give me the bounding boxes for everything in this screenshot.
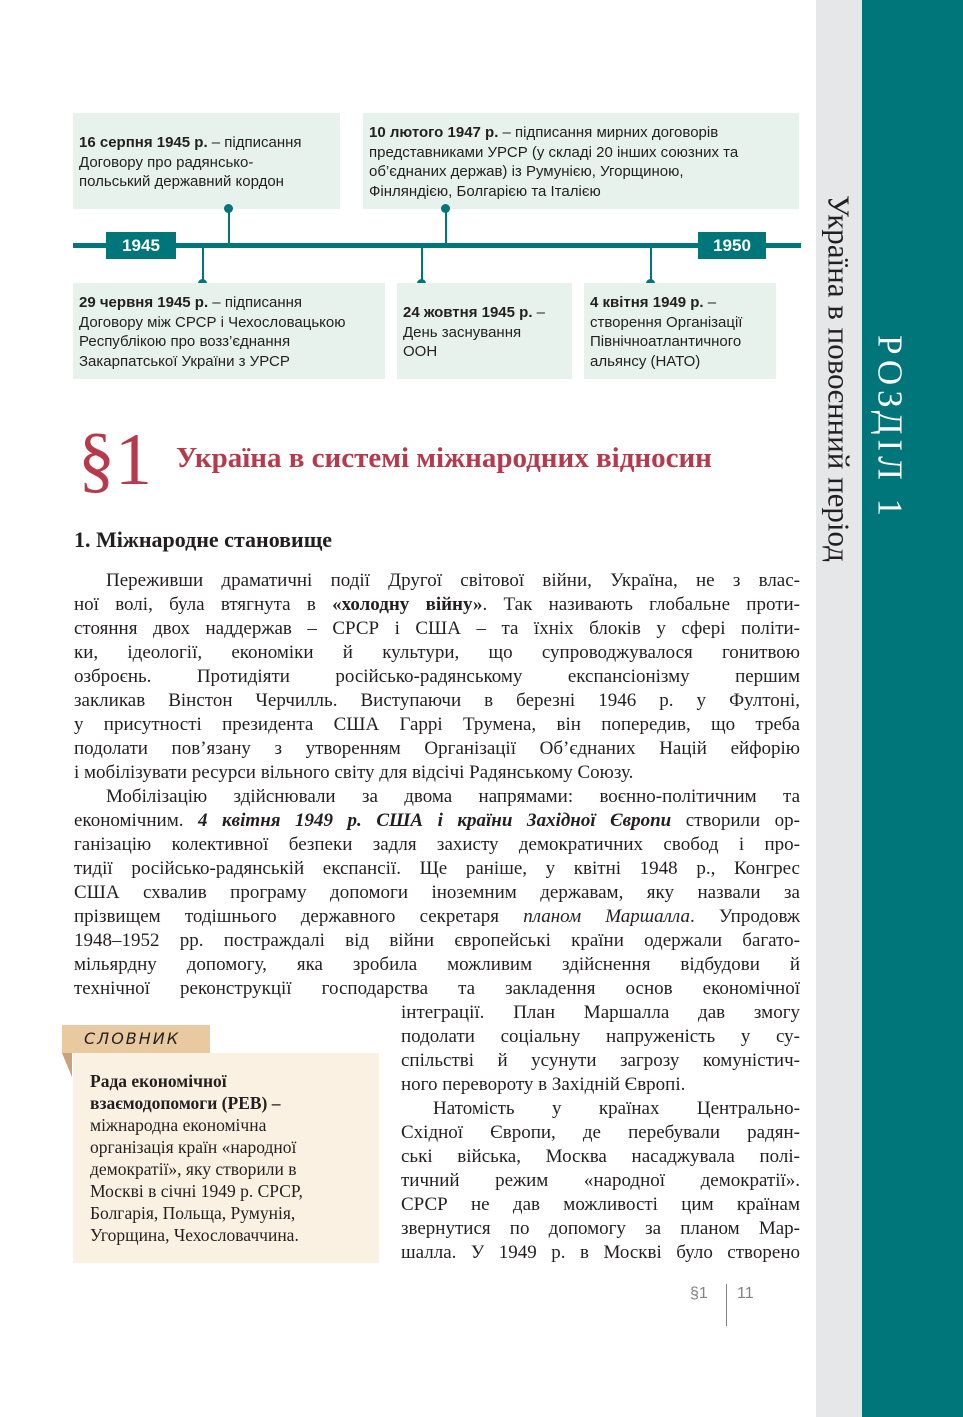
page-number: 11 <box>737 1285 754 1302</box>
text-line: подолати соціальну напруженість у су- <box>401 1026 800 1047</box>
timeline-dot <box>224 204 233 213</box>
text-line: Мобілізацію здійснювали за двома напрямами: воєнно-політичним та <box>106 786 800 807</box>
subheading: 1. Міжнародне становище <box>74 527 333 552</box>
glossary-line: демократії», яку створили в <box>90 1159 297 1179</box>
text-line: ські війська, Москва насаджувала полі- <box>401 1146 800 1167</box>
timeline-axis <box>73 243 801 248</box>
text-line: і мобілізувати ресурси вільного світу для відсічі Радянському Союзу. <box>74 762 634 783</box>
timeline-stem <box>202 247 204 283</box>
text-line: економічним. 4 квітня 1949 р. США і країни Західної Європи створили ор- <box>74 810 800 831</box>
text-line: мільярдну допомогу, яка зробила можливим здійснення відбудови й <box>74 954 800 975</box>
section-number: §1 <box>78 419 152 501</box>
timeline-event-bottom-2: 24 жовтня 1945 р. – День заснування ООН <box>397 283 572 379</box>
glossary-term: взаємодопомоги (РЕВ) <box>90 1093 268 1113</box>
glossary-line: Болгарія, Польща, Румунія, <box>90 1203 296 1223</box>
timeline-event-bottom-1: 29 червня 1945 р. – підписання Договору між СРСР і Чехословацькою Республікою про возз’єднання Закарпатської України з УРСР <box>73 283 385 379</box>
chapter-label: РОЗДІЛ 1 <box>870 335 910 522</box>
timeline-stem <box>445 209 447 245</box>
text-line: тичний режим «народної демократії». <box>401 1170 800 1191</box>
text-line: тидії російсько-радянській експансії. Ще раніше, у квітні 1948 р., Конгрес <box>74 858 800 879</box>
section-title: Україна в системі міжнародних відносин <box>176 442 712 474</box>
text-line: ганізацію колективної безпеки задля захисту демократичних свобод і про- <box>74 834 800 855</box>
text-line: стояння двох наддержав – СРСР і США – та їхніх блоків у сфері політи- <box>74 618 800 639</box>
text-line: Східної Європи, де перебували радян- <box>401 1122 800 1143</box>
text-line: 1948–1952 рр. постраждалі від війни європейські країни одержали багато- <box>74 930 800 951</box>
text-line: інтеграції. План Маршалла дав змогу <box>401 1002 800 1023</box>
timeline-event-top-2: 10 лютого 1947 р. – підписання мирних договорів представниками УРСР (у складі 20 інших союзних та об’єднаних держав) із Румунією, Угорщиною, Фінляндією, Болгарією та Італією <box>363 113 799 209</box>
timeline-event-bottom-3: 4 квітня 1949 р. – створення Організації Північноатлантичного альянсу (НАТО) <box>584 283 776 379</box>
paragraph-3 <box>401 1097 800 1265</box>
text-line: СРСР не дав можливості цим країнам <box>401 1194 800 1215</box>
glossary-line: Угорщина, Чехословаччина. <box>90 1225 299 1245</box>
timeline-end-year: 1950 <box>698 232 766 259</box>
timeline-event-top-1: 16 серпня 1945 р. – підписання Договору про радянсько- польський державний кордон <box>73 113 340 209</box>
text-line: Переживши драматичні події Другої світової війни, Україна, не з влас- <box>106 570 800 591</box>
text-line: ної волі, була втягнута в «холодну війну». Так називають глобальне проти- <box>74 594 800 615</box>
text-line: подолати пов’язану з утворенням Організації Об’єднаних Націй ейфорію <box>74 738 800 759</box>
side-band-dark <box>862 0 963 1417</box>
glossary-line: міжнародна економічна <box>90 1115 267 1135</box>
text-line: Натомість у країнах Центрально- <box>433 1098 800 1119</box>
timeline-start-year: 1945 <box>106 232 176 259</box>
footer-separator <box>726 1284 727 1326</box>
text-line: звернутися по допомогу за планом Мар- <box>401 1218 800 1239</box>
glossary-label: СЛОВНИК <box>84 1029 181 1048</box>
text-line: озброєнь. Протидіяти російсько-радянському експансіонізму першим <box>74 666 800 687</box>
glossary-text: Рада економічної взаємодопомоги (РЕВ) – міжнародна економічна організація країн «народної демократії», яку створили в Москві в січні 1949 р. СРСР, Болгарія, Польща, Румунія, Угорщина, Чехословаччина. <box>90 1070 362 1246</box>
text-line: прізвищем тодішнього державного секретаря планом Маршалла. Упродовж <box>74 906 800 927</box>
chapter-subtitle: Україна в повоєнний період <box>821 195 857 562</box>
footer-section: §1 <box>690 1285 708 1302</box>
timeline-stem <box>228 209 230 245</box>
text-line: у присутності президента США Гаррі Трумена, він попередив, що треба <box>74 714 800 735</box>
glossary-term: Рада економічної <box>90 1071 227 1091</box>
text-line: ки, ідеології, економіки й культури, що супроводжувалося гонитвою <box>74 642 800 663</box>
glossary-line: організація країн «народної <box>90 1137 297 1157</box>
text-line: ного перевороту в Західній Європі. <box>401 1074 686 1095</box>
text-line: спільстві й усунути загрозу комуністич- <box>401 1050 800 1071</box>
text-line: США схвалив програму допомоги іноземним державам, яку назвали за <box>74 882 800 903</box>
paragraph-2 <box>74 785 800 1001</box>
text-line: технічної реконструкції господарства та закладення основ економічної <box>74 978 800 999</box>
text-line: шалла. У 1949 р. в Москві було створено <box>401 1242 800 1263</box>
timeline-stem <box>421 247 423 283</box>
text-line: закликав Вінстон Черчилль. Виступаючи в березні 1946 р. у Фултоні, <box>74 690 800 711</box>
paragraph-1 <box>74 569 800 785</box>
paragraph-2-continued <box>401 1001 800 1097</box>
glossary-tab-fold <box>62 1053 72 1077</box>
timeline-dot <box>441 204 450 213</box>
glossary-line: Москві в січні 1949 р. СРСР, <box>90 1181 303 1201</box>
timeline-stem <box>650 247 652 283</box>
